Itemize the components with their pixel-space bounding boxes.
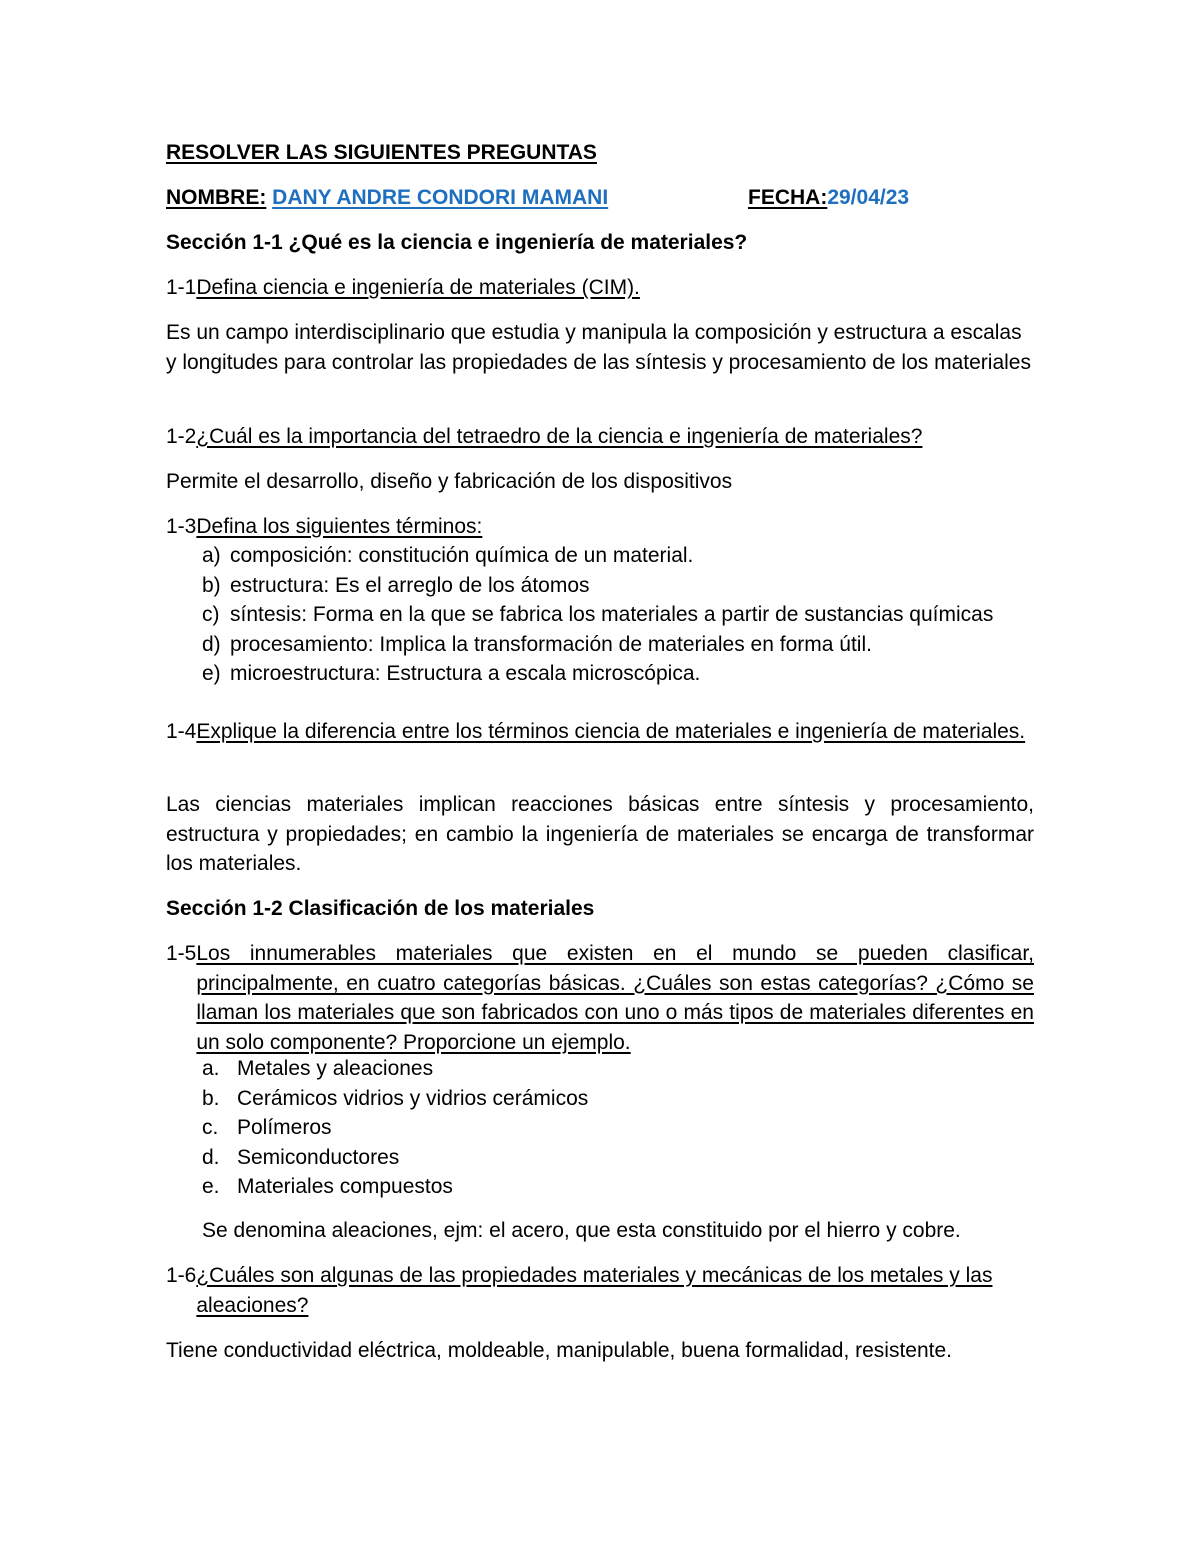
- answer-1-4: Las ciencias materiales implican reacciones básicas entre síntesis y procesamiento, estructura y propiedades; en cambio la ingeniería de materiales se encarga de transformar los materiales.: [166, 793, 1034, 875]
- question-number: 1-5: [166, 942, 197, 965]
- question-text: Defina ciencia e ingeniería de materiales (CIM).: [196, 276, 640, 299]
- question-1-2: [166, 422, 1034, 452]
- question-1-4: [166, 717, 1034, 747]
- terms-list: [202, 541, 1034, 689]
- question-number: 1-4: [166, 720, 197, 743]
- question-number: 1-1: [166, 276, 197, 299]
- list-item: b) estructura: Es el arreglo de los átomos: [202, 573, 590, 597]
- question-1-5: [166, 939, 1034, 1057]
- answer-1-6: Tiene conductividad eléctrica, moldeable, manipulable, buena formalidad, resistente.: [166, 1339, 953, 1362]
- list-item: c. Polímeros: [202, 1116, 332, 1139]
- answer-1-2: Permite el desarrollo, diseño y fabricación de los dispositivos: [166, 470, 733, 493]
- list-item: a) composición: constitución química de un material.: [202, 544, 694, 567]
- question-text: Los innumerables materiales que existen en el mundo se pueden clasificar, principalmente, en cuatro categorías básicas. ¿Cuáles son estas categorías? ¿Cómo se llaman los materiales que son fabricados con uno o más tipos de materiales diferentes en un solo componente? Proporcione un ejemplo.: [196, 942, 1034, 1054]
- question-text: ¿Cuál es la importancia del tetraedro de la ciencia e ingeniería de materiales?: [196, 425, 923, 448]
- question-number: 1-6: [166, 1264, 197, 1287]
- question-1-1: [166, 273, 1034, 303]
- document-title: RESOLVER LAS SIGUIENTES PREGUNTAS: [166, 141, 597, 164]
- question-1-3: [166, 512, 1034, 542]
- question-number: 1-2: [166, 425, 197, 448]
- date-value: 29/04/23: [827, 186, 910, 209]
- question-1-6: [166, 1261, 1034, 1320]
- date-label: FECHA:: [748, 186, 828, 209]
- list-item: b. Cerámicos vidrios y vidrios cerámicos: [202, 1086, 589, 1110]
- question-text: Explique la diferencia entre los términos ciencia de materiales e ingeniería de materiales.: [196, 720, 1026, 743]
- list-item: e) microestructura: Estructura a escala microscópica.: [202, 662, 701, 685]
- name-label: NOMBRE:: [166, 186, 267, 209]
- question-text: ¿Cuáles son algunas de las propiedades materiales y mecánicas de los metales y las aleaciones?: [196, 1264, 993, 1317]
- list-item: d. Semiconductores: [202, 1145, 400, 1169]
- question-number: 1-3: [166, 515, 197, 538]
- list-item: c) síntesis: Forma en la que se fabrica los materiales a partir de sustancias químicas: [202, 603, 994, 626]
- list-item: e. Materiales compuestos: [202, 1175, 453, 1198]
- categories-list: [202, 1054, 1034, 1202]
- section-1-title: Sección 1-1 ¿Qué es la ciencia e ingeniería de materiales?: [166, 231, 748, 254]
- list-item: d) procesamiento: Implica la transformación de materiales en forma útil.: [202, 632, 872, 656]
- answer-1-1: Es un campo interdisciplinario que estudia y manipula la composición y estructura a escalas y longitudes para controlar las propiedades de las síntesis y procesamiento de los materiales: [166, 321, 1031, 374]
- date-field: [748, 183, 1048, 213]
- answer-1-5: Se denomina aleaciones, ejm: el acero, que esta constituido por el hierro y cobre.: [202, 1219, 961, 1242]
- name-value: DANY ANDRE CONDORI MAMANI: [272, 186, 609, 209]
- list-item: a. Metales y aleaciones: [202, 1057, 434, 1080]
- section-2-title: Sección 1-2 Clasificación de los materiales: [166, 897, 595, 920]
- question-text: Defina los siguientes términos:: [196, 515, 483, 538]
